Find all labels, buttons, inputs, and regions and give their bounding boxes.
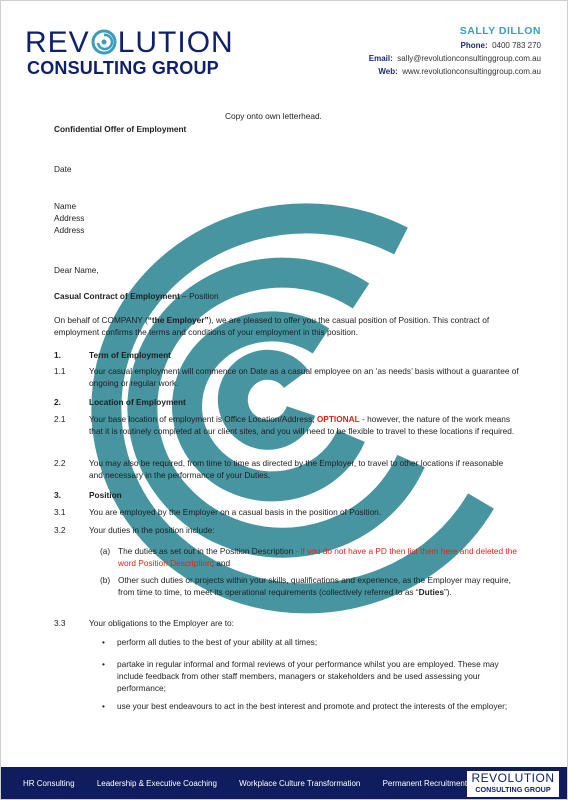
clause-2-1-text bbox=[89, 413, 519, 437]
clause-3-3-number: 3.3 bbox=[54, 618, 66, 628]
subclause-b-duties: Duties bbox=[418, 587, 445, 597]
section-3-title: Position bbox=[89, 490, 122, 500]
intro-paragraph bbox=[54, 314, 519, 338]
letterhead-note: Copy onto own letterhead. bbox=[225, 111, 322, 121]
clause-2-1-text-b: - however, the nature of the work means that it is routinely completed at our client sites, and you will need to be flexible to travel to these locations if required. bbox=[89, 414, 515, 436]
clause-1-1-text: Your casual employment will commence on Date as a casual employee on an ‘as needs’ basis without a guarantee of ongoing or regular work. bbox=[89, 366, 519, 388]
clause-2-2-text: You may also be required, from time to time as directed by the Employer, to travel to other locations if reasonable and necessary in the performance of your Duties. bbox=[89, 458, 504, 480]
document-title: Confidential Offer of Employment bbox=[54, 124, 187, 134]
contact-email-row bbox=[369, 52, 541, 65]
footer-logo bbox=[467, 771, 559, 797]
bullet-1-text: perform all duties to the best of your ability at all times; bbox=[117, 637, 318, 647]
logo-subtitle: CONSULTING GROUP bbox=[27, 58, 219, 78]
contact-block bbox=[369, 25, 541, 78]
subclause-a-instruction: - if you do not have a PD then list them here and deleted the word Position Description bbox=[118, 546, 517, 568]
clause-2-2-number: 2.2 bbox=[54, 458, 66, 468]
intro-text-employer: “the Employer” bbox=[147, 315, 209, 325]
logo-wordmark bbox=[25, 28, 234, 58]
email-link[interactable]: sally@revolutionconsultinggroup.com.au bbox=[397, 54, 541, 63]
footer-logo-top: REVOLUTION bbox=[471, 771, 555, 785]
contract-heading bbox=[54, 290, 519, 302]
clause-3-2-number: 3.2 bbox=[54, 525, 66, 535]
clause-3-2-text: Your duties in the position include: bbox=[89, 525, 215, 535]
footer-item-permanent-recruitment: Permanent Recruitment bbox=[382, 779, 468, 788]
subclause-a-text-end: ; and bbox=[211, 558, 231, 568]
contact-phone-row bbox=[369, 39, 541, 52]
optional-marker: OPTIONAL bbox=[316, 414, 360, 424]
footer-services bbox=[23, 779, 487, 788]
clause-3-3-text: Your obligations to the Employer are to: bbox=[89, 618, 234, 628]
contract-heading-rest: – Position bbox=[179, 291, 219, 301]
subclause-a-text bbox=[118, 545, 518, 569]
section-1-number: 1. bbox=[54, 350, 61, 360]
subclause-a-text-main: The duties as set out in the Position Description bbox=[118, 546, 294, 556]
subclause-b-text-main: Other such duties or projects within your skills, qualifications and experience, as the Employer may require, from time to time, to meet its operational requirements (collectively referred to as “ bbox=[118, 575, 511, 597]
clause-1-1-number: 1.1 bbox=[54, 366, 66, 376]
section-2-title: Location of Employment bbox=[89, 397, 186, 407]
bullet-3-text: use your best endeavours to act in the best interest and promote and protect the interests of the employer; bbox=[117, 701, 508, 711]
intro-text-a: On behalf of COMPANY ( bbox=[54, 315, 148, 325]
section-3-number: 3. bbox=[54, 490, 61, 500]
footer-bar bbox=[1, 767, 568, 800]
salutation: Dear Name, bbox=[54, 265, 99, 275]
recipient-name: Name bbox=[54, 201, 77, 211]
recipient-address-2: Address bbox=[54, 225, 85, 235]
logo-text-start: REV bbox=[25, 26, 90, 59]
web-link[interactable]: www.revolutionconsultinggroup.com.au bbox=[402, 67, 541, 76]
clause-2-1-number: 2.1 bbox=[54, 414, 66, 424]
logo-swirl-icon bbox=[90, 28, 118, 56]
section-2-number: 2. bbox=[54, 397, 61, 407]
date-field: Date bbox=[54, 164, 72, 174]
intro-text-c: ), we are pleased to offer you the casual position of Position. This contract of employment confirms the terms and conditions of your employment in this position. bbox=[54, 315, 490, 337]
section-1-title: Term of Employment bbox=[89, 350, 171, 360]
subclause-b-text-end: ”). bbox=[444, 587, 452, 597]
bullet-1-icon: • bbox=[102, 637, 105, 647]
clause-3-1-text: You are employed by the Employer on a casual basis in the position of Position. bbox=[89, 507, 382, 517]
subclause-b-label: (b) bbox=[100, 575, 111, 585]
email-label: Email: bbox=[368, 54, 393, 63]
clause-3-1-number: 3.1 bbox=[54, 507, 66, 517]
logo-text-end: LUTION bbox=[117, 26, 234, 59]
bullet-2-text: partake in regular informal and formal reviews of your performance whilst you are employed. These may include feedback from other staff members, managers or stakeholders and be used assessing your performance; bbox=[117, 659, 499, 693]
subclause-a-label: (a) bbox=[100, 546, 111, 556]
phone-label: Phone: bbox=[460, 41, 488, 50]
clause-2-1-text-a: Your base location of employment is Office Location/Address; bbox=[89, 414, 317, 424]
bullet-3-icon: • bbox=[102, 701, 105, 711]
bullet-2-icon: • bbox=[102, 659, 105, 669]
contact-web-row bbox=[369, 65, 541, 78]
company-logo bbox=[25, 28, 234, 78]
phone-value[interactable]: 0400 783 270 bbox=[492, 41, 541, 50]
recipient-address-1: Address bbox=[54, 213, 85, 223]
footer-logo-bottom: CONSULTING GROUP bbox=[475, 785, 551, 794]
subclause-b-text bbox=[118, 574, 518, 598]
footer-item-hr-consulting: HR Consulting bbox=[23, 779, 75, 788]
footer-item-leadership-coaching: Leadership & Executive Coaching bbox=[96, 779, 217, 788]
web-label: Web: bbox=[378, 67, 398, 76]
contract-heading-bold: Casual Contract of Employment bbox=[54, 291, 180, 301]
footer-item-culture-transformation: Workplace Culture Transformation bbox=[239, 779, 361, 788]
contact-name: SALLY DILLON bbox=[459, 25, 541, 37]
